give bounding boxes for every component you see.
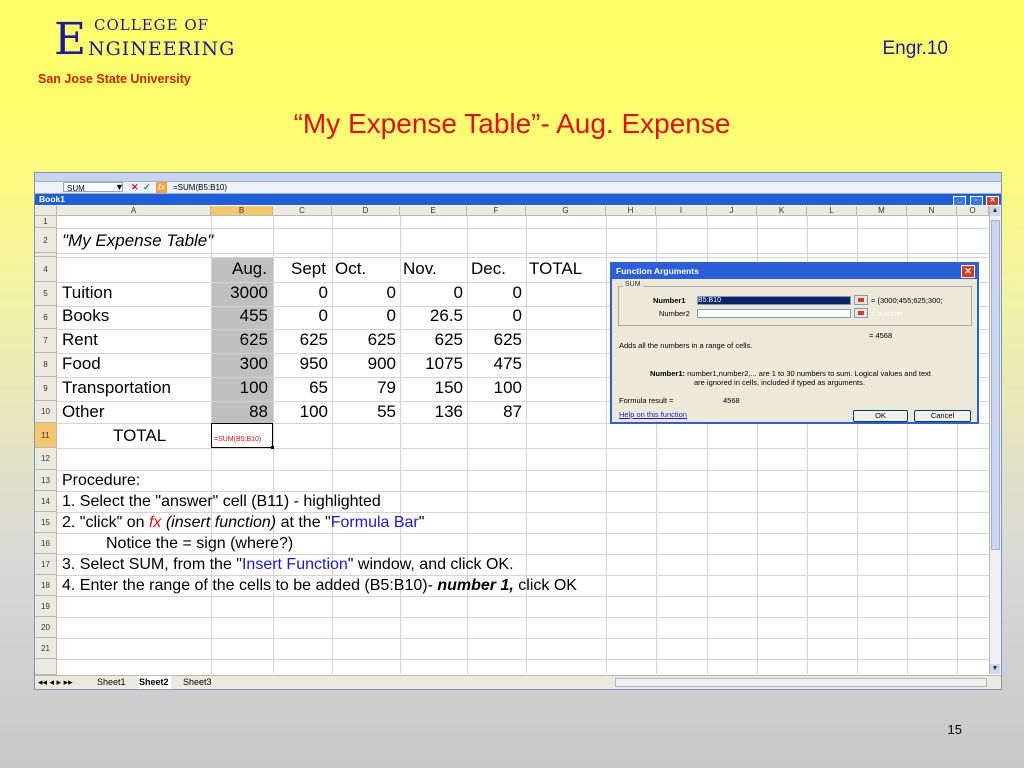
logo-line2: NGINEERING: [88, 38, 236, 60]
restore-icon[interactable]: ▫: [970, 196, 983, 206]
procedure-step-2: [62, 513, 424, 533]
col-header-o[interactable]: O: [957, 206, 989, 216]
data-cell[interactable]: 26.5: [429, 306, 463, 325]
dropdown-icon[interactable]: ▼: [115, 182, 124, 192]
vertical-scroll-thumb[interactable]: [991, 220, 1000, 550]
number2-input[interactable]: [697, 309, 851, 318]
procedure-step-4: [62, 576, 577, 596]
step2-text-b: (insert function): [161, 514, 277, 531]
row-header-2[interactable]: 2: [35, 228, 57, 253]
data-cell[interactable]: 65: [309, 378, 328, 397]
row-header-6[interactable]: 6: [35, 306, 57, 329]
row-header-16[interactable]: 16: [35, 533, 57, 554]
row-header-4[interactable]: 4: [35, 257, 57, 282]
step3-text-c: " window, and click OK.: [347, 556, 514, 573]
tab-sheet3[interactable]: Sheet3: [183, 677, 212, 687]
data-cell[interactable]: 625: [239, 330, 268, 349]
ok-button[interactable]: OK: [853, 410, 908, 422]
row-header-13[interactable]: 13: [35, 470, 57, 491]
function-group-box: [618, 281, 972, 326]
logo-line1: COLLEGE OF: [94, 16, 210, 34]
cancel-icon[interactable]: ✕: [131, 182, 139, 192]
logo-big-letter: E: [54, 14, 87, 65]
slide-title: “My Expense Table”- Aug. Expense: [293, 108, 731, 139]
data-cell[interactable]: 900: [367, 354, 396, 373]
sheet-title-cell[interactable]: "My Expense Table": [62, 231, 214, 250]
number1-result: = {3000;455;625;300;: [871, 296, 943, 305]
formula-text[interactable]: =SUM(B5:B10): [173, 183, 228, 192]
step3-text-a: 3. Select SUM, from the ": [62, 556, 242, 573]
function-description: Adds all the numbers in a range of cells.: [619, 341, 753, 350]
argument-help: [650, 369, 931, 378]
col-header-f[interactable]: F: [467, 206, 526, 216]
dialog-title: Function Arguments: [616, 266, 699, 276]
col-header-d[interactable]: D: [332, 206, 400, 216]
row-header-11[interactable]: 11: [35, 423, 57, 448]
function-arguments-dialog: [610, 262, 979, 424]
row-header-19[interactable]: 19: [35, 596, 57, 617]
dialog-title-bar: [612, 264, 977, 279]
enter-icon[interactable]: ✓: [143, 182, 151, 192]
scroll-up-icon[interactable]: ▲: [991, 207, 999, 214]
scroll-down-icon[interactable]: ▼: [991, 665, 999, 672]
data-cell[interactable]: 625: [434, 330, 463, 349]
col-header-n[interactable]: N: [907, 206, 957, 216]
grid-line: [57, 448, 1001, 449]
step2-text-e: ": [418, 514, 425, 531]
row-label-food[interactable]: Food: [62, 354, 101, 373]
row-header-10[interactable]: 10: [35, 401, 57, 423]
col-header-m[interactable]: M: [857, 206, 907, 216]
formula-result-value: 4568: [723, 396, 740, 405]
procedure-notice: Notice the = sign (where?): [106, 535, 294, 552]
horizontal-scrollbar[interactable]: [615, 678, 987, 687]
col-header-k[interactable]: K: [757, 206, 807, 216]
argument-text-1: number1,number2,... are 1 to 30 numbers to sum. Logical values and text: [685, 369, 931, 378]
row-header-20[interactable]: 20: [35, 617, 57, 638]
grid-line: [57, 253, 1001, 254]
active-cell-b11[interactable]: =SUM(B5:B10): [211, 423, 273, 448]
argument-name: Number1:: [650, 369, 686, 378]
col-header-a[interactable]: A: [57, 206, 211, 216]
step4-number1: number 1,: [437, 577, 514, 594]
col-header-j[interactable]: J: [707, 206, 757, 216]
step3-insert-function: Insert Function: [241, 556, 348, 573]
data-cell[interactable]: 0: [512, 283, 522, 302]
tab-sheet1[interactable]: Sheet1: [97, 677, 126, 687]
workbook-title: Book1: [39, 194, 65, 204]
number2-label: Number2: [659, 309, 690, 318]
row-label-transportation[interactable]: Transportation: [62, 378, 171, 397]
data-cell[interactable]: 475: [493, 354, 522, 373]
fill-handle[interactable]: [271, 446, 274, 449]
sheet-tab-bar: [35, 675, 1001, 689]
argument-text-2: are ignored in cells, included if typed as arguments.: [694, 378, 865, 387]
cancel-button[interactable]: Cancel: [914, 410, 971, 422]
data-cell[interactable]: 88: [249, 402, 268, 421]
college-logo: [50, 12, 250, 72]
sum-result: = 4568: [869, 331, 893, 340]
step2-formula-bar: Formula Bar: [330, 514, 419, 531]
row-header-14[interactable]: 14: [35, 491, 57, 512]
data-cell[interactable]: 950: [299, 354, 328, 373]
grid-line: [606, 216, 607, 674]
data-cell[interactable]: 0: [318, 306, 328, 325]
data-cell[interactable]: 79: [377, 378, 396, 397]
total-label-cell[interactable]: TOTAL: [113, 426, 167, 445]
data-cell[interactable]: 0: [318, 283, 328, 302]
grid-line: [57, 659, 1001, 660]
number1-input[interactable]: B5:B10: [697, 296, 851, 305]
row-header-1[interactable]: 1: [35, 216, 57, 228]
step2-fx: fx: [148, 514, 162, 531]
insert-function-icon[interactable]: fx: [158, 182, 166, 192]
header-cell-nov[interactable]: Nov.: [403, 259, 437, 278]
col-header-i[interactable]: I: [656, 206, 707, 216]
tab-nav-icon[interactable]: ◂◂ ◂ ▸ ▸▸: [38, 677, 73, 687]
workbook-title-bar: [35, 194, 1001, 205]
step2-text-a: 2. "click" on: [62, 514, 149, 531]
data-cell[interactable]: 55: [377, 402, 396, 421]
grid-line: [57, 596, 1001, 597]
row-header-22[interactable]: [35, 659, 57, 675]
data-cell[interactable]: 1075: [425, 354, 463, 373]
col-header-h[interactable]: H: [606, 206, 656, 216]
row-header-18[interactable]: 18: [35, 575, 57, 596]
data-cell[interactable]: 3000: [230, 283, 268, 302]
excel-window: [34, 172, 1002, 690]
number2-result: = number: [871, 309, 903, 318]
procedure-step-1: 1. Select the "answer" cell (B11) - highlighted: [62, 493, 381, 510]
name-box[interactable]: SUM: [63, 182, 123, 192]
row-header-9[interactable]: 9: [35, 377, 57, 401]
col-header-e[interactable]: E: [400, 206, 467, 216]
procedure-step-3: [62, 555, 514, 575]
header-cell-aug[interactable]: Aug.: [232, 259, 267, 278]
number1-label: Number1: [653, 296, 686, 305]
page-number: 15: [947, 722, 962, 737]
header-cell-sept[interactable]: Sept: [291, 259, 326, 278]
excel-toolbar: [35, 173, 1001, 182]
data-cell[interactable]: 300: [239, 354, 268, 373]
col-header-l[interactable]: L: [807, 206, 857, 216]
data-cell[interactable]: 0: [386, 283, 396, 302]
university-name: San Jose State University: [38, 72, 191, 86]
data-cell[interactable]: 625: [299, 330, 328, 349]
row-label-books[interactable]: Books: [62, 306, 110, 325]
dialog-close-icon[interactable]: ✕: [961, 265, 975, 278]
data-cell[interactable]: 625: [493, 330, 522, 349]
data-cell[interactable]: 625: [367, 330, 396, 349]
step4-text-c: click OK: [513, 577, 577, 594]
row-label-other[interactable]: Other: [62, 402, 105, 421]
grid-line: [526, 216, 527, 674]
data-cell[interactable]: 87: [503, 402, 522, 421]
row-label-rent[interactable]: Rent: [62, 330, 98, 349]
formula-result-label: Formula result =: [619, 396, 674, 405]
col-header-g[interactable]: G: [526, 206, 606, 216]
header-cell-total[interactable]: TOTAL: [529, 259, 583, 278]
grid-line: [57, 228, 1001, 229]
help-link[interactable]: Help on this function: [619, 410, 687, 419]
step2-text-c: at the ": [276, 514, 331, 531]
close-icon[interactable]: ✕: [986, 196, 999, 206]
vertical-scrollbar[interactable]: [989, 206, 1001, 674]
row-label-tuition[interactable]: Tuition: [62, 283, 113, 302]
row-header-5[interactable]: 5: [35, 282, 57, 306]
grid-line: [57, 470, 1001, 471]
data-cell[interactable]: 150: [434, 378, 463, 397]
course-label: Engr.10: [882, 38, 948, 59]
step4-text-a: 4. Enter the range of the cells to be added (B5:B10)-: [62, 577, 438, 594]
header-cell-oct[interactable]: Oct.: [335, 259, 367, 278]
row-header-15[interactable]: 15: [35, 512, 57, 533]
minimize-icon[interactable]: _: [953, 196, 966, 206]
col-header-b[interactable]: B: [211, 206, 273, 216]
data-cell[interactable]: 455: [239, 306, 268, 325]
header-cell-dec[interactable]: Dec.: [471, 259, 506, 278]
select-all-corner[interactable]: [35, 206, 57, 216]
formula-bar: [35, 182, 1001, 194]
row-header-17[interactable]: 17: [35, 554, 57, 575]
data-cell[interactable]: 100: [493, 378, 522, 397]
grid-line: [57, 617, 1001, 618]
collapse-dialog-icon[interactable]: [854, 295, 868, 305]
data-cell[interactable]: 100: [299, 402, 328, 421]
tab-sheet2[interactable]: Sheet2: [139, 677, 169, 687]
grid-line: [57, 638, 1001, 639]
row-header-7[interactable]: 7: [35, 329, 57, 353]
row-header-21[interactable]: 21: [35, 638, 57, 659]
row-header-8[interactable]: 8: [35, 353, 57, 377]
data-cell[interactable]: 0: [512, 306, 522, 325]
row-header-12[interactable]: 12: [35, 448, 57, 470]
data-cell[interactable]: 0: [453, 283, 463, 302]
procedure-heading: Procedure:: [62, 472, 141, 489]
data-cell[interactable]: 0: [386, 306, 396, 325]
collapse-dialog-icon[interactable]: [854, 308, 868, 318]
data-cell[interactable]: 136: [434, 402, 463, 421]
col-header-c[interactable]: C: [273, 206, 332, 216]
function-name-label: SUM: [625, 281, 641, 288]
data-cell[interactable]: 100: [239, 378, 268, 397]
